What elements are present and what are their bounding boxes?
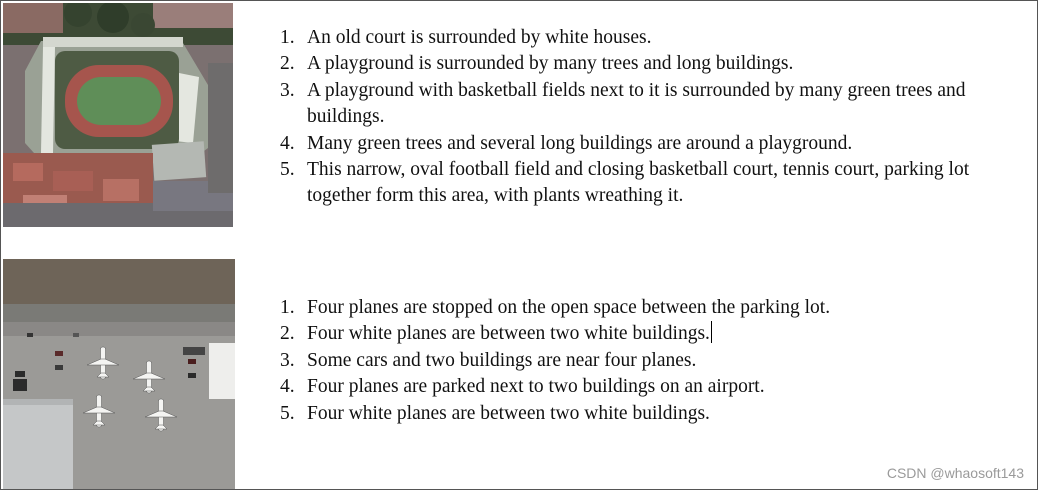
caption-list-airport [280, 295, 980, 427]
caption-list-stadium [280, 25, 980, 210]
text-cursor [711, 321, 712, 343]
watermark: CSDN @whaosoft143 [886, 465, 1024, 481]
caption-item: 2. Four white planes are between two white buildings. [280, 323, 710, 345]
caption-item: 1. An old court is surrounded by white houses. [280, 27, 652, 48]
aerial-stadium-image [3, 3, 233, 227]
caption-item: 2. A playground is surrounded by many trees and long buildings. [280, 53, 794, 75]
caption-item: 3. A playground with basketball fields next to it is surrounded by many green trees and buildings. [280, 79, 966, 128]
caption-item: 5. This narrow, oval football field and closing basketball court, tennis court, parking lot together form this area, with plants wreathing it. [280, 159, 970, 207]
caption-item: 1. Four planes are stopped on the open space between the parking lot. [280, 297, 831, 318]
caption-item: 5. Four white planes are between two white buildings. [280, 402, 710, 424]
caption-item: 4. Four planes are parked next to two buildings on an airport. [280, 376, 765, 398]
aerial-airport-image [3, 259, 235, 489]
caption-item: 3. Some cars and two buildings are near four planes. [280, 349, 697, 371]
caption-item: 4. Many green trees and several long buildings are around a playground. [280, 132, 853, 154]
